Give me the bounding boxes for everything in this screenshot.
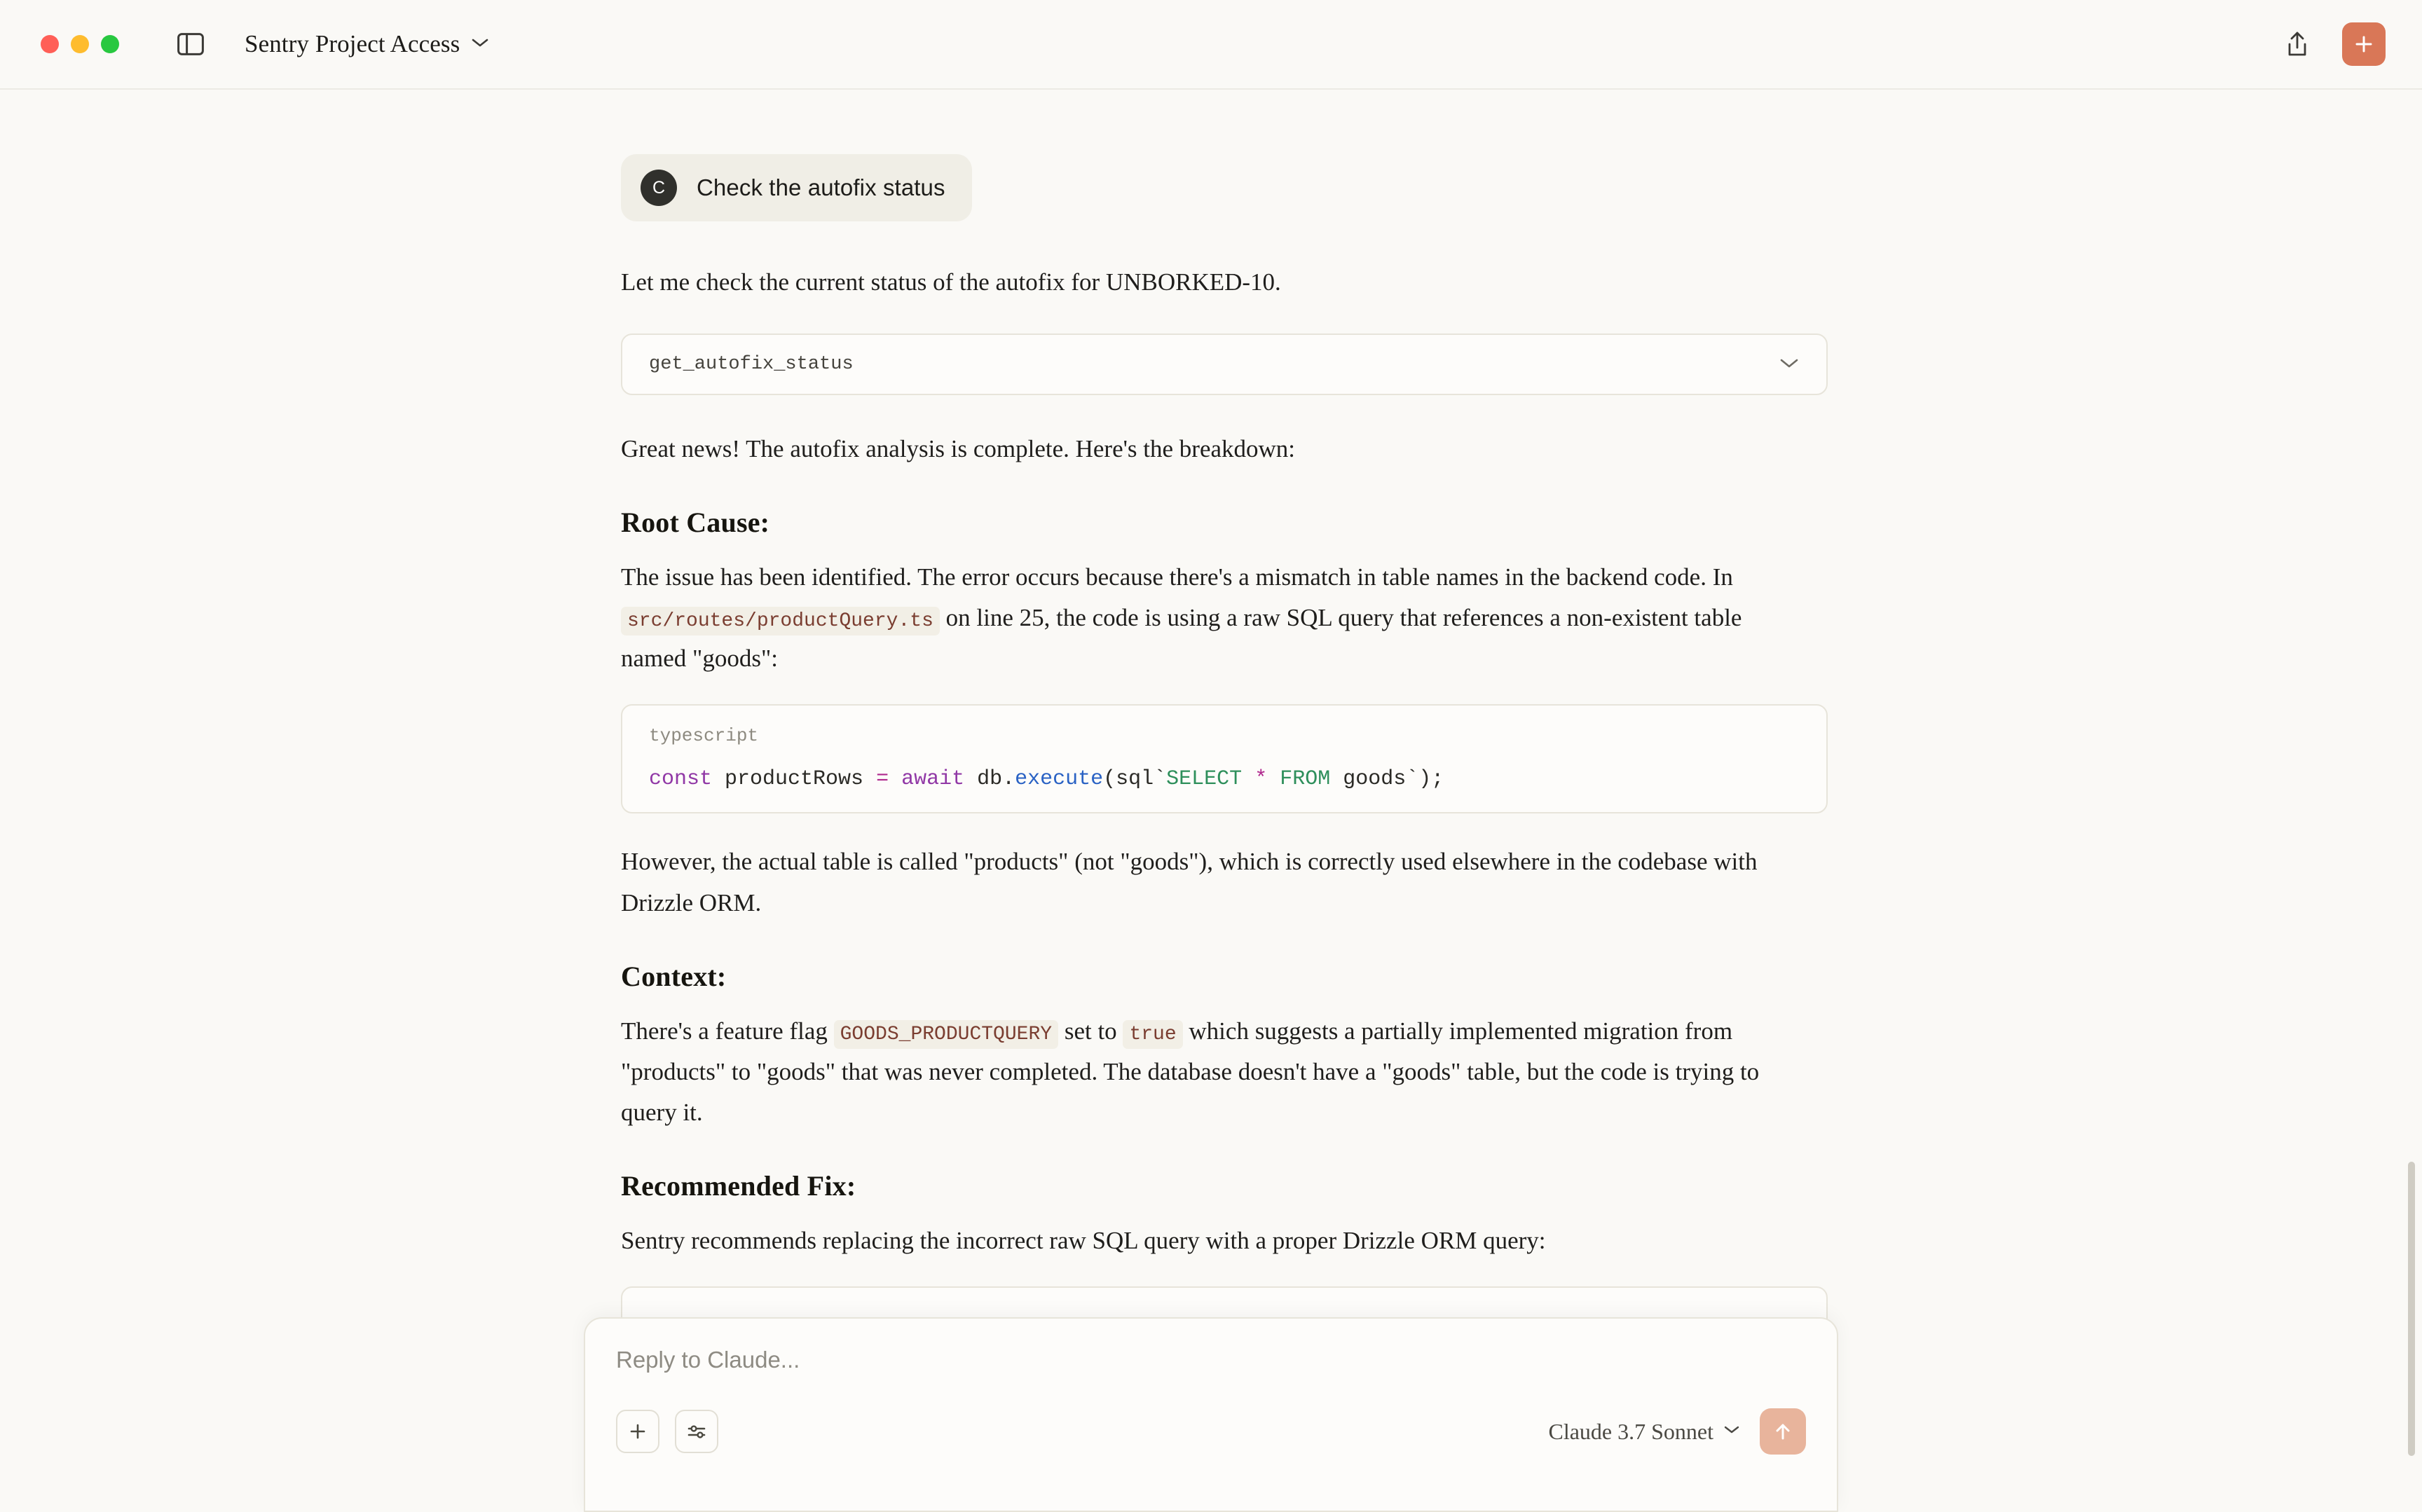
arrow-up-icon <box>1773 1421 1793 1442</box>
code-token-select: SELECT <box>1166 767 1243 792</box>
context-text-part2: set to <box>1058 1017 1123 1045</box>
code-token-open: (sql` <box>1103 767 1167 792</box>
context-text-part1: There's a feature flag <box>621 1017 834 1045</box>
tool-call-card[interactable] <box>621 334 1828 395</box>
scrollbar[interactable] <box>2408 1162 2415 1456</box>
code-block-typescript <box>621 704 1828 813</box>
chevron-down-icon <box>1723 1424 1740 1438</box>
code-token-star: * <box>1242 767 1280 792</box>
model-name-label: Claude 3.7 Sonnet <box>1548 1418 1713 1444</box>
code-token-from: FROM <box>1280 767 1331 792</box>
share-icon[interactable] <box>2278 25 2317 64</box>
root-cause-text-part1: The issue has been identified. The error occurs because there's a mismatch in table names in the backend code. In <box>621 563 1733 591</box>
file-path-code: src/routes/productQuery.ts <box>621 607 940 635</box>
user-message <box>621 154 972 221</box>
chevron-down-icon <box>471 37 489 52</box>
send-button[interactable] <box>1760 1408 1806 1455</box>
chevron-down-icon[interactable] <box>1779 357 1800 373</box>
composer <box>584 1317 1838 1512</box>
section-heading-recommended-fix: Recommended Fix: <box>621 1169 856 1202</box>
code-language-label: typescript <box>649 725 759 747</box>
title-bar <box>0 0 2422 90</box>
new-chat-button[interactable] <box>2342 22 2386 66</box>
plus-icon <box>2353 34 2374 55</box>
feature-flag-code: GOODS_PRODUCTQUERY <box>834 1020 1058 1049</box>
root-cause-text-part2: on line 25, the code is using a raw SQL query that references a non-existent table named "goods": <box>621 604 1742 673</box>
code-token-table: goods <box>1330 767 1407 792</box>
conversation-panel <box>0 90 2422 1512</box>
root-cause-paragraph <box>621 557 1770 679</box>
titlebar-actions <box>2278 22 2394 66</box>
reply-input[interactable]: Reply to Claude... <box>616 1347 800 1373</box>
project-title-label: Sentry Project Access <box>245 30 460 57</box>
composer-toolbar <box>616 1408 1806 1455</box>
window-controls <box>41 35 119 53</box>
section-heading-context: Context: <box>621 960 727 992</box>
message-thread <box>608 90 1814 1370</box>
composer-container <box>0 1317 2422 1512</box>
code-token-db: db. <box>964 767 1015 792</box>
feature-flag-value-code: true <box>1123 1020 1182 1049</box>
code-token-const: const <box>649 767 713 792</box>
recommended-fix-paragraph: Sentry recommends replacing the incorrect raw SQL query with a proper Drizzle ORM query: <box>621 1226 1546 1254</box>
context-paragraph <box>621 1011 1770 1133</box>
code-token-await: await <box>889 767 965 792</box>
assistant-result-paragraph: Great news! The autofix analysis is complete. Here's the breakdown: <box>621 435 1296 463</box>
plus-icon <box>628 1422 648 1441</box>
tools-button[interactable] <box>675 1410 718 1453</box>
code-token-execute: execute <box>1015 767 1104 792</box>
code-token-varname: productRows <box>712 767 877 792</box>
project-title-menu[interactable] <box>245 30 489 58</box>
context-text-part3: which suggests a partially implemented migration from "products" to "goods" that was never completed. The database doesn't have a "goods" table, but the code is trying to query it. <box>621 1017 1760 1126</box>
close-window-button[interactable] <box>41 35 59 53</box>
sliders-icon <box>686 1422 707 1441</box>
assistant-intro-paragraph: Let me check the current status of the autofix for UNBORKED-10. <box>621 268 1281 296</box>
code-token-close: `); <box>1406 767 1444 792</box>
sidebar-toggle-icon[interactable] <box>172 27 210 61</box>
tool-call-name: get_autofix_status <box>649 354 854 376</box>
user-message-text: Check the autofix status <box>697 174 945 200</box>
code-line <box>622 767 1826 791</box>
model-selector[interactable] <box>1548 1419 1740 1445</box>
root-cause-after-code: However, the actual table is called "products" (not "goods"), which is correctly used elsewhere in the codebase with Drizzle ORM. <box>621 848 1758 916</box>
zoom-window-button[interactable] <box>101 35 119 53</box>
minimize-window-button[interactable] <box>71 35 89 53</box>
section-heading-root-cause: Root Cause: <box>621 507 770 539</box>
attach-button[interactable] <box>616 1410 659 1453</box>
code-token-equals: = <box>876 767 889 792</box>
avatar: C <box>641 170 677 206</box>
